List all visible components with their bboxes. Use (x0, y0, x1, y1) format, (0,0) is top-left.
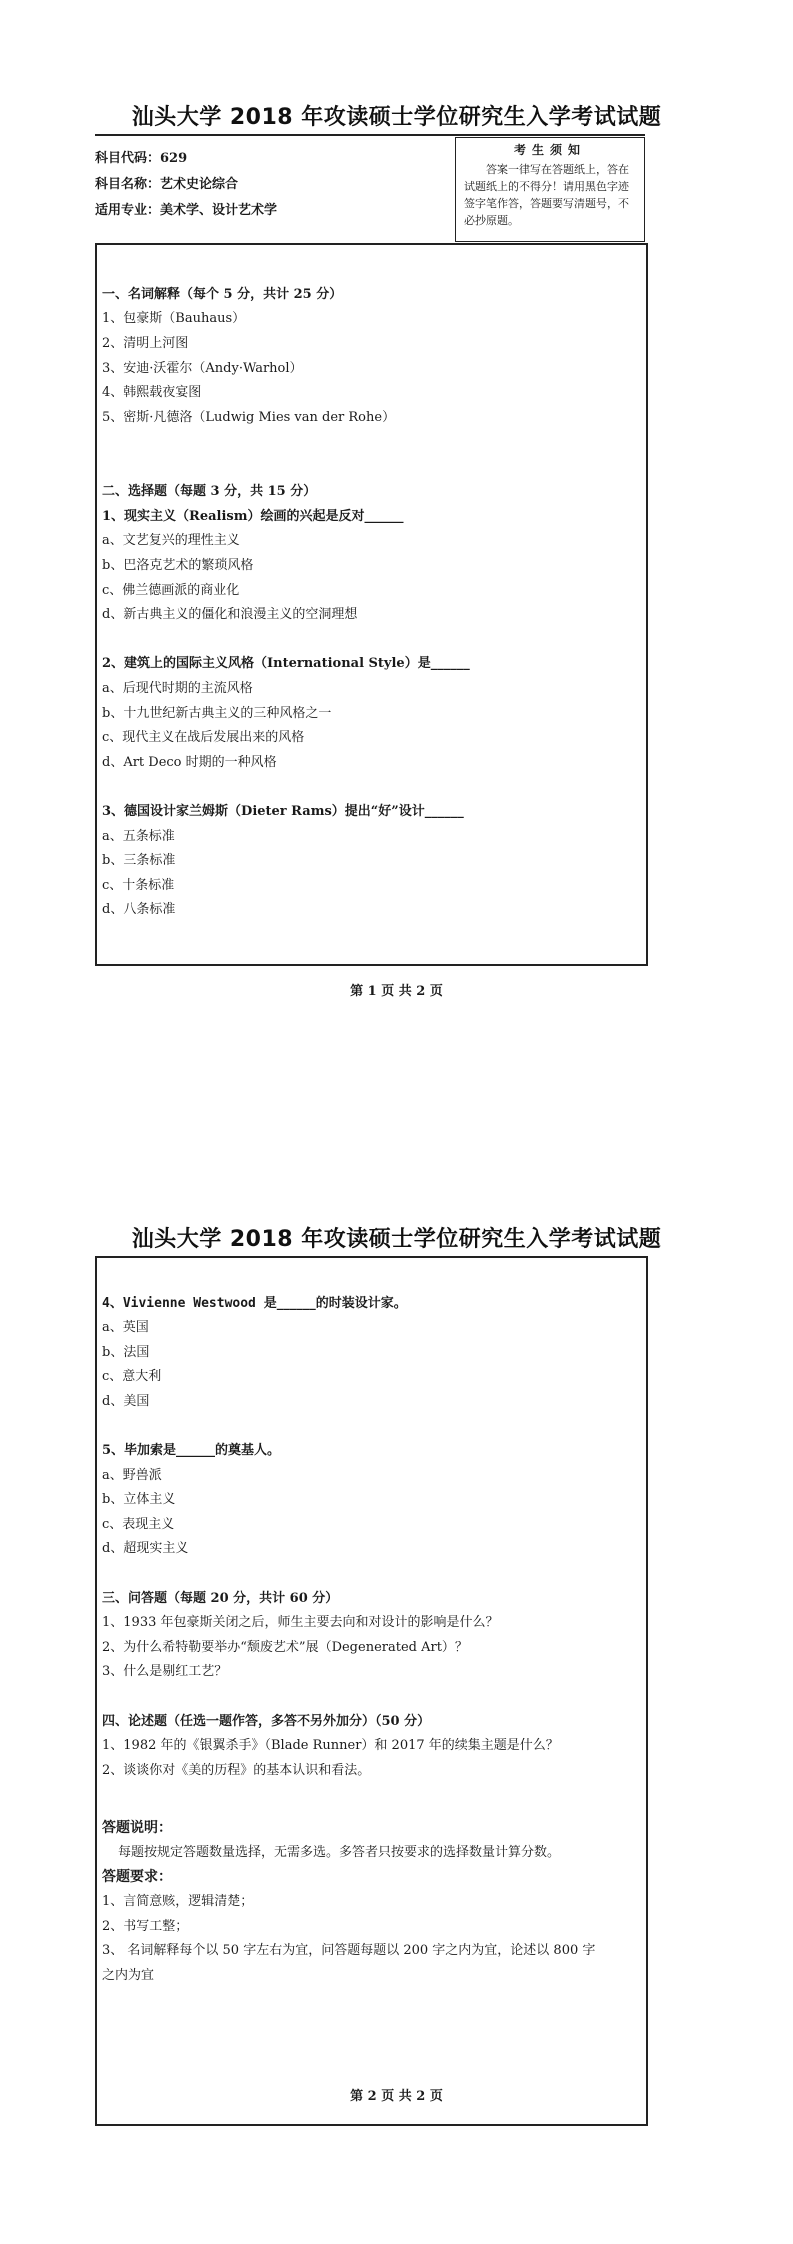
page-number: 第 1 页 共 2 页 (350, 984, 443, 999)
option: a、英国 (102, 1320, 149, 1335)
option: d、八条标准 (102, 902, 176, 917)
section-heading-choice: 二、选择题（每题 3 分，共 15 分） (102, 484, 317, 499)
term-item: 4、韩熙载夜宴图 (102, 385, 202, 400)
option: b、十九世纪新古典主义的三种风格之一 (102, 706, 332, 721)
option: d、新古典主义的僵化和浪漫主义的空洞理想 (102, 607, 358, 622)
term-item: 2、清明上河图 (102, 336, 189, 351)
term-item: 3、安迪·沃霍尔（Andy·Warhol） (102, 361, 303, 376)
option: b、立体主义 (102, 1492, 176, 1507)
requirement-item: 1、言简意赅，逻辑清楚； (102, 1894, 254, 1909)
option: d、美国 (102, 1394, 150, 1409)
term-item: 1、包豪斯（Bauhaus） (102, 311, 246, 326)
option: b、巴洛克艺术的繁琐风格 (102, 558, 254, 573)
option: c、意大利 (102, 1369, 162, 1384)
answer-explanation-body: 每题按规定答题数量选择，无需多选。多答者只按要求的选择数量计算分数。 (118, 1845, 561, 1860)
answer-explanation-heading: 答题说明： (102, 1820, 172, 1836)
notice-heading: 考生须知 (513, 143, 586, 157)
subject-info (95, 146, 277, 224)
essay-item: 2、谈谈你对《美的历程》的基本认识和看法。 (102, 1763, 371, 1778)
term-item: 5、密斯·凡德洛（Ludwig Mies van der Rohe） (102, 410, 396, 425)
question-stem-prefix: 4、Vivienne Westwood 是 (102, 1296, 277, 1311)
qa-item: 3、什么是剔红工艺？ (102, 1664, 228, 1679)
exam-page-2 (0, 1122, 793, 2244)
question-stem: 2、建筑上的国际主义风格（International Style）是______ (102, 656, 470, 671)
essay-item: 1、1982 年的《银翼杀手》（Blade Runner）和 2017 年的续集主题是什么？ (102, 1738, 559, 1753)
option: a、野兽派 (102, 1468, 162, 1483)
option: c、十条标准 (102, 878, 175, 893)
question-stem: 5、毕加索是______的奠基人。 (102, 1443, 281, 1458)
option: a、文艺复兴的理性主义 (102, 533, 240, 548)
option: a、五条标准 (102, 829, 175, 844)
option: a、后现代时期的主流风格 (102, 681, 253, 696)
exam-title: 汕头大学 2018 年攻读硕士学位研究生入学考试试题 (131, 1227, 662, 1252)
option: b、三条标准 (102, 853, 176, 868)
section-heading-terms: 一、名词解释（每个 5 分，共计 25 分） (102, 287, 343, 302)
option: c、佛兰德画派的商业化 (102, 583, 240, 598)
requirement-item: 2、书写工整； (102, 1919, 189, 1934)
subject-code: 科目代码：629 (95, 151, 188, 166)
answer-requirements-heading: 答题要求： (102, 1869, 172, 1885)
question-box-2 (95, 1256, 648, 2126)
question-stem (102, 1295, 407, 1313)
option: d、超现实主义 (102, 1541, 189, 1556)
section-heading-essay: 四、论述题（任选一题作答，多答不另外加分）（50 分） (102, 1714, 431, 1729)
section-heading-qa: 三、问答题（每题 20 分，共计 60 分） (102, 1591, 339, 1606)
notice-body: 答案一律写在答题纸上，答在试题纸上的不得分！请用黑色字迹签字笔作答，答题要写清题号，不必抄原题。 (464, 163, 629, 227)
exam-title: 汕头大学 2018 年攻读硕士学位研究生入学考试试题 (131, 105, 662, 130)
requirement-item: 之内为宜 (102, 1968, 155, 1983)
subject-name: 科目名称：艺术史论综合 (95, 177, 239, 192)
question-stem: 1、现实主义（Realism）绘画的兴起是反对______ (102, 509, 404, 524)
question-stem: 3、德国设计家兰姆斯（Dieter Rams）提出“好”设计______ (102, 804, 464, 819)
title-rule (95, 134, 645, 136)
option: c、现代主义在战后发展出来的风格 (102, 730, 305, 745)
applicable-major: 适用专业：美术学、设计艺术学 (95, 203, 278, 218)
page-number: 第 2 页 共 2 页 (350, 2089, 443, 2104)
qa-item: 1、1933 年包豪斯关闭之后，师生主要去向和对设计的影响是什么？ (102, 1615, 499, 1630)
question-stem-suffix: ______的时装设计家。 (276, 1296, 407, 1311)
option: d、Art Deco 时期的一种风格 (102, 755, 277, 770)
candidate-notice (455, 137, 645, 242)
option: b、法国 (102, 1345, 150, 1360)
qa-item: 2、为什么希特勒要举办“颓废艺术”展（Degenerated Art）？ (102, 1640, 468, 1655)
option: c、表现主义 (102, 1517, 175, 1532)
requirement-item: 3、 名词解释每个以 50 字左右为宜，问答题每题以 200 字之内为宜，论述以 800 字 (102, 1943, 596, 1958)
